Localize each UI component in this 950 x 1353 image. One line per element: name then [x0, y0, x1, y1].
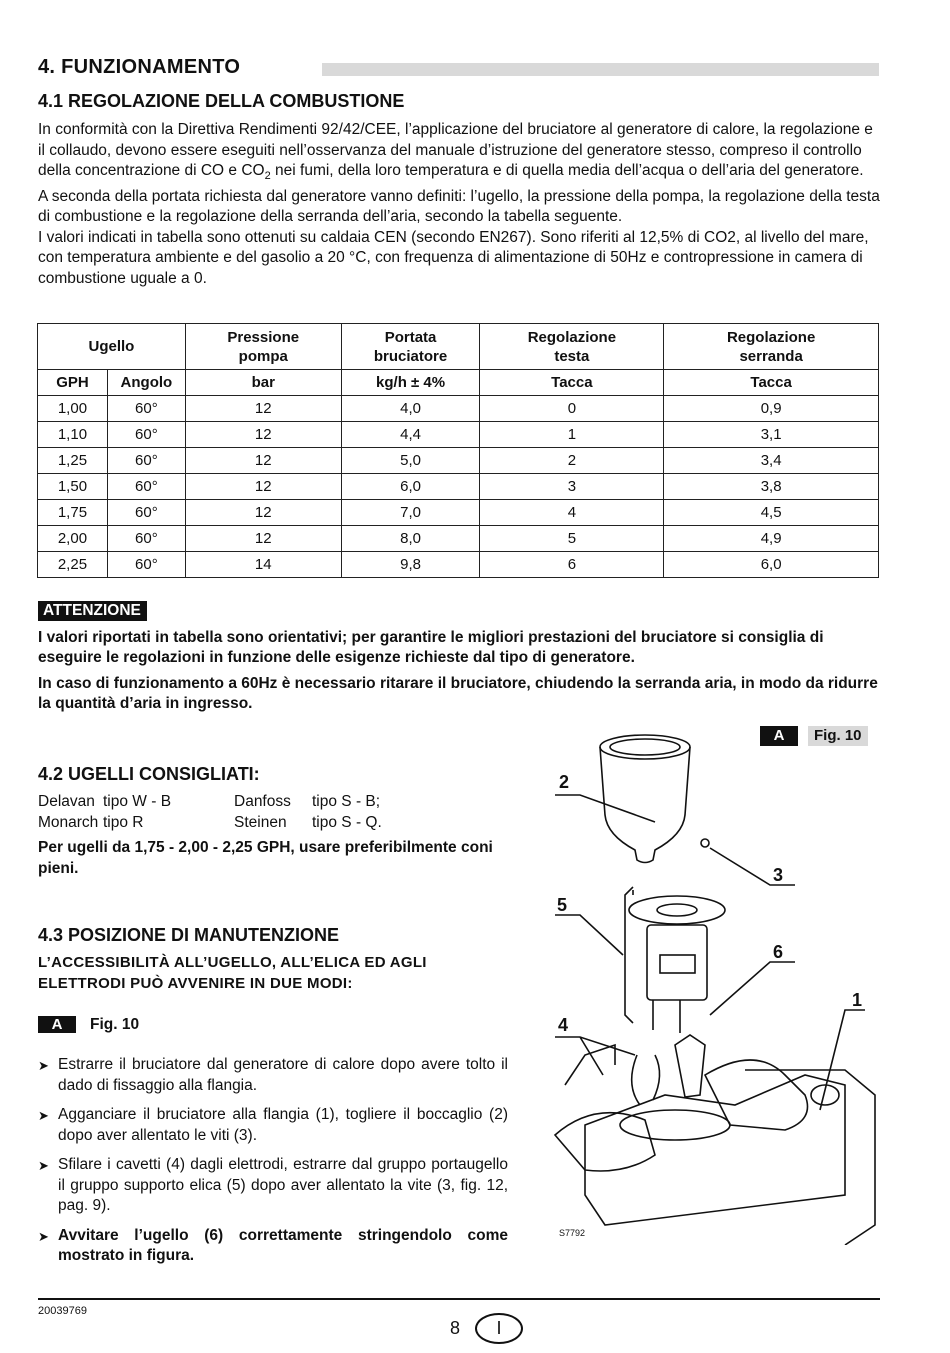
table-cell: 1,75 — [38, 500, 108, 526]
footer-rule — [38, 1298, 880, 1300]
table-cell: 60° — [107, 500, 185, 526]
table-cell: 2,25 — [38, 552, 108, 578]
header-serranda: Regolazione serranda — [664, 324, 879, 370]
table-cell: 2 — [480, 448, 664, 474]
unit-bar: bar — [185, 370, 341, 396]
table-cell: 12 — [185, 474, 341, 500]
blast-tube-inner — [610, 739, 680, 755]
table-cell: 6 — [480, 552, 664, 578]
table-cell: 12 — [185, 396, 341, 422]
table-cell: 3,8 — [664, 474, 879, 500]
nozzle-type: tipo W - B — [103, 793, 172, 810]
table-cell: 0,9 — [664, 396, 879, 422]
figure-reference-badge: A — [38, 1016, 76, 1033]
attention-text — [38, 628, 880, 720]
table-cell: 4,5 — [664, 500, 879, 526]
table-cell: 3 — [480, 474, 664, 500]
callout-3: 3 — [773, 865, 784, 885]
table-cell: 3,1 — [664, 422, 879, 448]
nozzle-brand: Steinen — [234, 813, 287, 831]
attention-badge: ATTENZIONE — [38, 601, 147, 621]
arrow-bullet-icon: ➤ — [38, 1158, 49, 1173]
table-cell: 12 — [185, 448, 341, 474]
nozzle-type: tipo S - Q. — [312, 813, 382, 831]
figure-code: S7792 — [559, 1228, 586, 1238]
electrode-holder — [647, 925, 707, 1000]
table-cell: 6,0 — [341, 474, 480, 500]
step-item: ➤ Agganciare il bruciatore alla flangia (1), togliere il boccaglio (2) dopo aver allentato le viti (3). — [38, 1105, 508, 1146]
table-cell: 4 — [480, 500, 664, 526]
table-row — [38, 500, 879, 526]
table-cell: 4,9 — [664, 526, 879, 552]
table-cell: 1,25 — [38, 448, 108, 474]
table-cell: 14 — [185, 552, 341, 578]
attention-paragraph-1: I valori riportati in tabella sono orientativi; per garantire le migliori prestazioni del bruciatore si consiglia di eseguire le regolazioni in funzione delle esigenze richieste dal tipo di generatore. — [38, 629, 824, 666]
intro-paragraph-2: A seconda della portata richiesta dal generatore vanno definiti: l’ugello, la pressione della pompa, la regolazione della testa di combustione e la regolazione della serranda dell’aria, secondo la tabella seguente. — [38, 187, 880, 226]
table-cell: 12 — [185, 500, 341, 526]
table-header-row — [38, 324, 879, 370]
subsection-title-4-2: 4.2 UGELLI CONSIGLIATI: — [38, 764, 260, 784]
figure-badge: A — [760, 726, 798, 746]
figure-reference — [38, 1016, 139, 1034]
nozzle-note: Per ugelli da 1,75 - 2,00 - 2,25 GPH, usare preferibilmente coni pieni. — [38, 839, 493, 877]
screw-icon — [701, 839, 709, 847]
unit-tacca-serranda: Tacca — [664, 370, 879, 396]
table-cell: 60° — [107, 422, 185, 448]
table-cell: 60° — [107, 552, 185, 578]
section-title: 4. FUNZIONAMENTO — [38, 56, 241, 78]
boiler-side — [745, 1070, 875, 1245]
table-cell: 1,50 — [38, 474, 108, 500]
burner-illustration — [545, 725, 885, 1245]
arrow-bullet-icon: ➤ — [38, 1058, 49, 1073]
table-cell: 12 — [185, 422, 341, 448]
leader-line-4 — [555, 1037, 635, 1075]
cable — [632, 1055, 640, 1105]
figure-reference-label: Fig. 10 — [90, 1016, 140, 1033]
nozzle-brand: Danfoss — [234, 793, 291, 810]
cable — [653, 1055, 660, 1100]
section-title-bar — [322, 63, 879, 76]
nozzle-type: tipo S - B; — [312, 793, 381, 810]
table-row — [38, 474, 879, 500]
table-row — [38, 422, 879, 448]
leader-line-5 — [555, 915, 623, 955]
unit-tacca-testa: Tacca — [480, 370, 664, 396]
attention-paragraph-2: In caso di funzionamento a 60Hz è necessario ritarare il bruciatore, chiudendo la serranda aria, in modo da ridurre la quantità d’aria in ingresso. — [38, 675, 878, 712]
table-cell: 2,00 — [38, 526, 108, 552]
table-cell: 8,0 — [341, 526, 480, 552]
swirler-disc — [629, 896, 725, 924]
nozzle-row — [38, 813, 382, 834]
leader-line-1 — [820, 1010, 865, 1110]
unit-kgh: kg/h ± 4% — [341, 370, 480, 396]
combustion-table — [37, 323, 879, 578]
callout-1: 1 — [852, 990, 863, 1010]
table-row — [38, 396, 879, 422]
header-testa: Regolazione testa — [480, 324, 664, 370]
table-cell: 1,00 — [38, 396, 108, 422]
blast-tube-body — [600, 747, 690, 863]
nozzle-list — [38, 792, 382, 833]
callout-4: 4 — [558, 1015, 569, 1035]
table-cell: 5,0 — [341, 448, 480, 474]
subsection-title-4-3: 4.3 POSIZIONE DI MANUTENZIONE — [38, 925, 340, 945]
table-cell: 6,0 — [664, 552, 879, 578]
table-units-row — [38, 370, 879, 396]
intro-paragraph-3: I valori indicati in tabella sono ottenuti su caldaia CEN (secondo EN267). Sono riferiti al 12,5% di CO2, al livello del mare, con temperatura ambiente e del gasolio a 20 °C, con frequenza di alimentazione di 50Hz e contropressione in camera di combustione uguale a 0. — [38, 228, 869, 287]
maintenance-steps — [38, 1055, 508, 1276]
table-cell: 0 — [480, 396, 664, 422]
callout-6: 6 — [773, 942, 784, 962]
table-row — [38, 552, 879, 578]
table-row — [38, 448, 879, 474]
arrow-bullet-icon: ➤ — [38, 1108, 49, 1123]
table-body — [38, 396, 879, 578]
hand-left — [555, 1113, 655, 1171]
nozzle-type: tipo R — [103, 813, 144, 831]
step-item: ➤ Estrarre il bruciatore dal generatore di calore dopo avere tolto il dado di fissaggio alla flangia. — [38, 1055, 508, 1096]
page-number: 8 — [450, 1318, 461, 1338]
intro-text — [38, 120, 880, 289]
document-number: 20039769 — [38, 1305, 87, 1317]
header-portata: Portata bruciatore — [341, 324, 480, 370]
table-cell: 1,10 — [38, 422, 108, 448]
header-ugello: Ugello — [38, 324, 186, 370]
step-item: ➤ Avvitare l’ugello (6) correttamente stringendolo come mostrato in figura. — [38, 1226, 508, 1267]
electrode-block — [660, 955, 695, 973]
unit-gph: GPH — [38, 370, 108, 396]
table-cell: 5 — [480, 526, 664, 552]
access-heading: L’ACCESSIBILITÀ ALL’UGELLO, ALL’ELICA ED AGLI ELETTRODI PUÒ AVVENIRE IN DUE MODI: — [38, 954, 427, 992]
table-cell: 3,4 — [664, 448, 879, 474]
table-cell: 4,4 — [341, 422, 480, 448]
table-row — [38, 526, 879, 552]
table-cell: 60° — [107, 526, 185, 552]
header-pressione: Pressione pompa — [185, 324, 341, 370]
table-cell: 1 — [480, 422, 664, 448]
boiler-edge — [565, 1045, 615, 1085]
callout-5: 5 — [557, 895, 568, 915]
nozzle-row — [38, 792, 382, 813]
flange — [620, 1110, 730, 1140]
figure-caption: Fig. 10 — [808, 726, 868, 746]
arrow-bullet-icon: ➤ — [38, 1228, 49, 1244]
table-cell: 12 — [185, 526, 341, 552]
swirler-center — [657, 904, 697, 916]
table-cell: 9,8 — [341, 552, 480, 578]
wrench-icon — [675, 1035, 705, 1097]
table-cell: 60° — [107, 396, 185, 422]
table-cell: 4,0 — [341, 396, 480, 422]
intro-paragraph-1: In conformità con la Direttiva Rendimenti 92/42/CEE, l’applicazione del bruciatore al generatore di calore, la regolazione e il collaudo, devono essere eseguiti nell’osservanza del manuale d’istruzione del generatore stesso, compreso il controllo della concentrazione di CO e $CO_2$ nei fumi, della loro temperatura e di quella media dell’acqua o dell’aria del generatore. — [38, 121, 873, 183]
table-cell: 7,0 — [341, 500, 480, 526]
nozzle-brand: Monarch — [38, 813, 99, 831]
unit-angolo: Angolo — [107, 370, 185, 396]
table-cell: 60° — [107, 448, 185, 474]
nozzle-brand: Delavan — [38, 793, 95, 810]
table-cell: 60° — [107, 474, 185, 500]
callout-2: 2 — [559, 772, 570, 792]
leader-line-6 — [710, 962, 795, 1015]
subsection-title-4-1: 4.1 REGOLAZIONE DELLA COMBUSTIONE — [38, 91, 405, 111]
step-item: ➤ Sfilare i cavetti (4) dagli elettrodi, estrarre dal gruppo portaugello il gruppo supporto elica (5) dopo aver allentato la vite (3, fig. 12, pag. 9). — [38, 1155, 508, 1217]
language-badge: I — [475, 1313, 523, 1344]
